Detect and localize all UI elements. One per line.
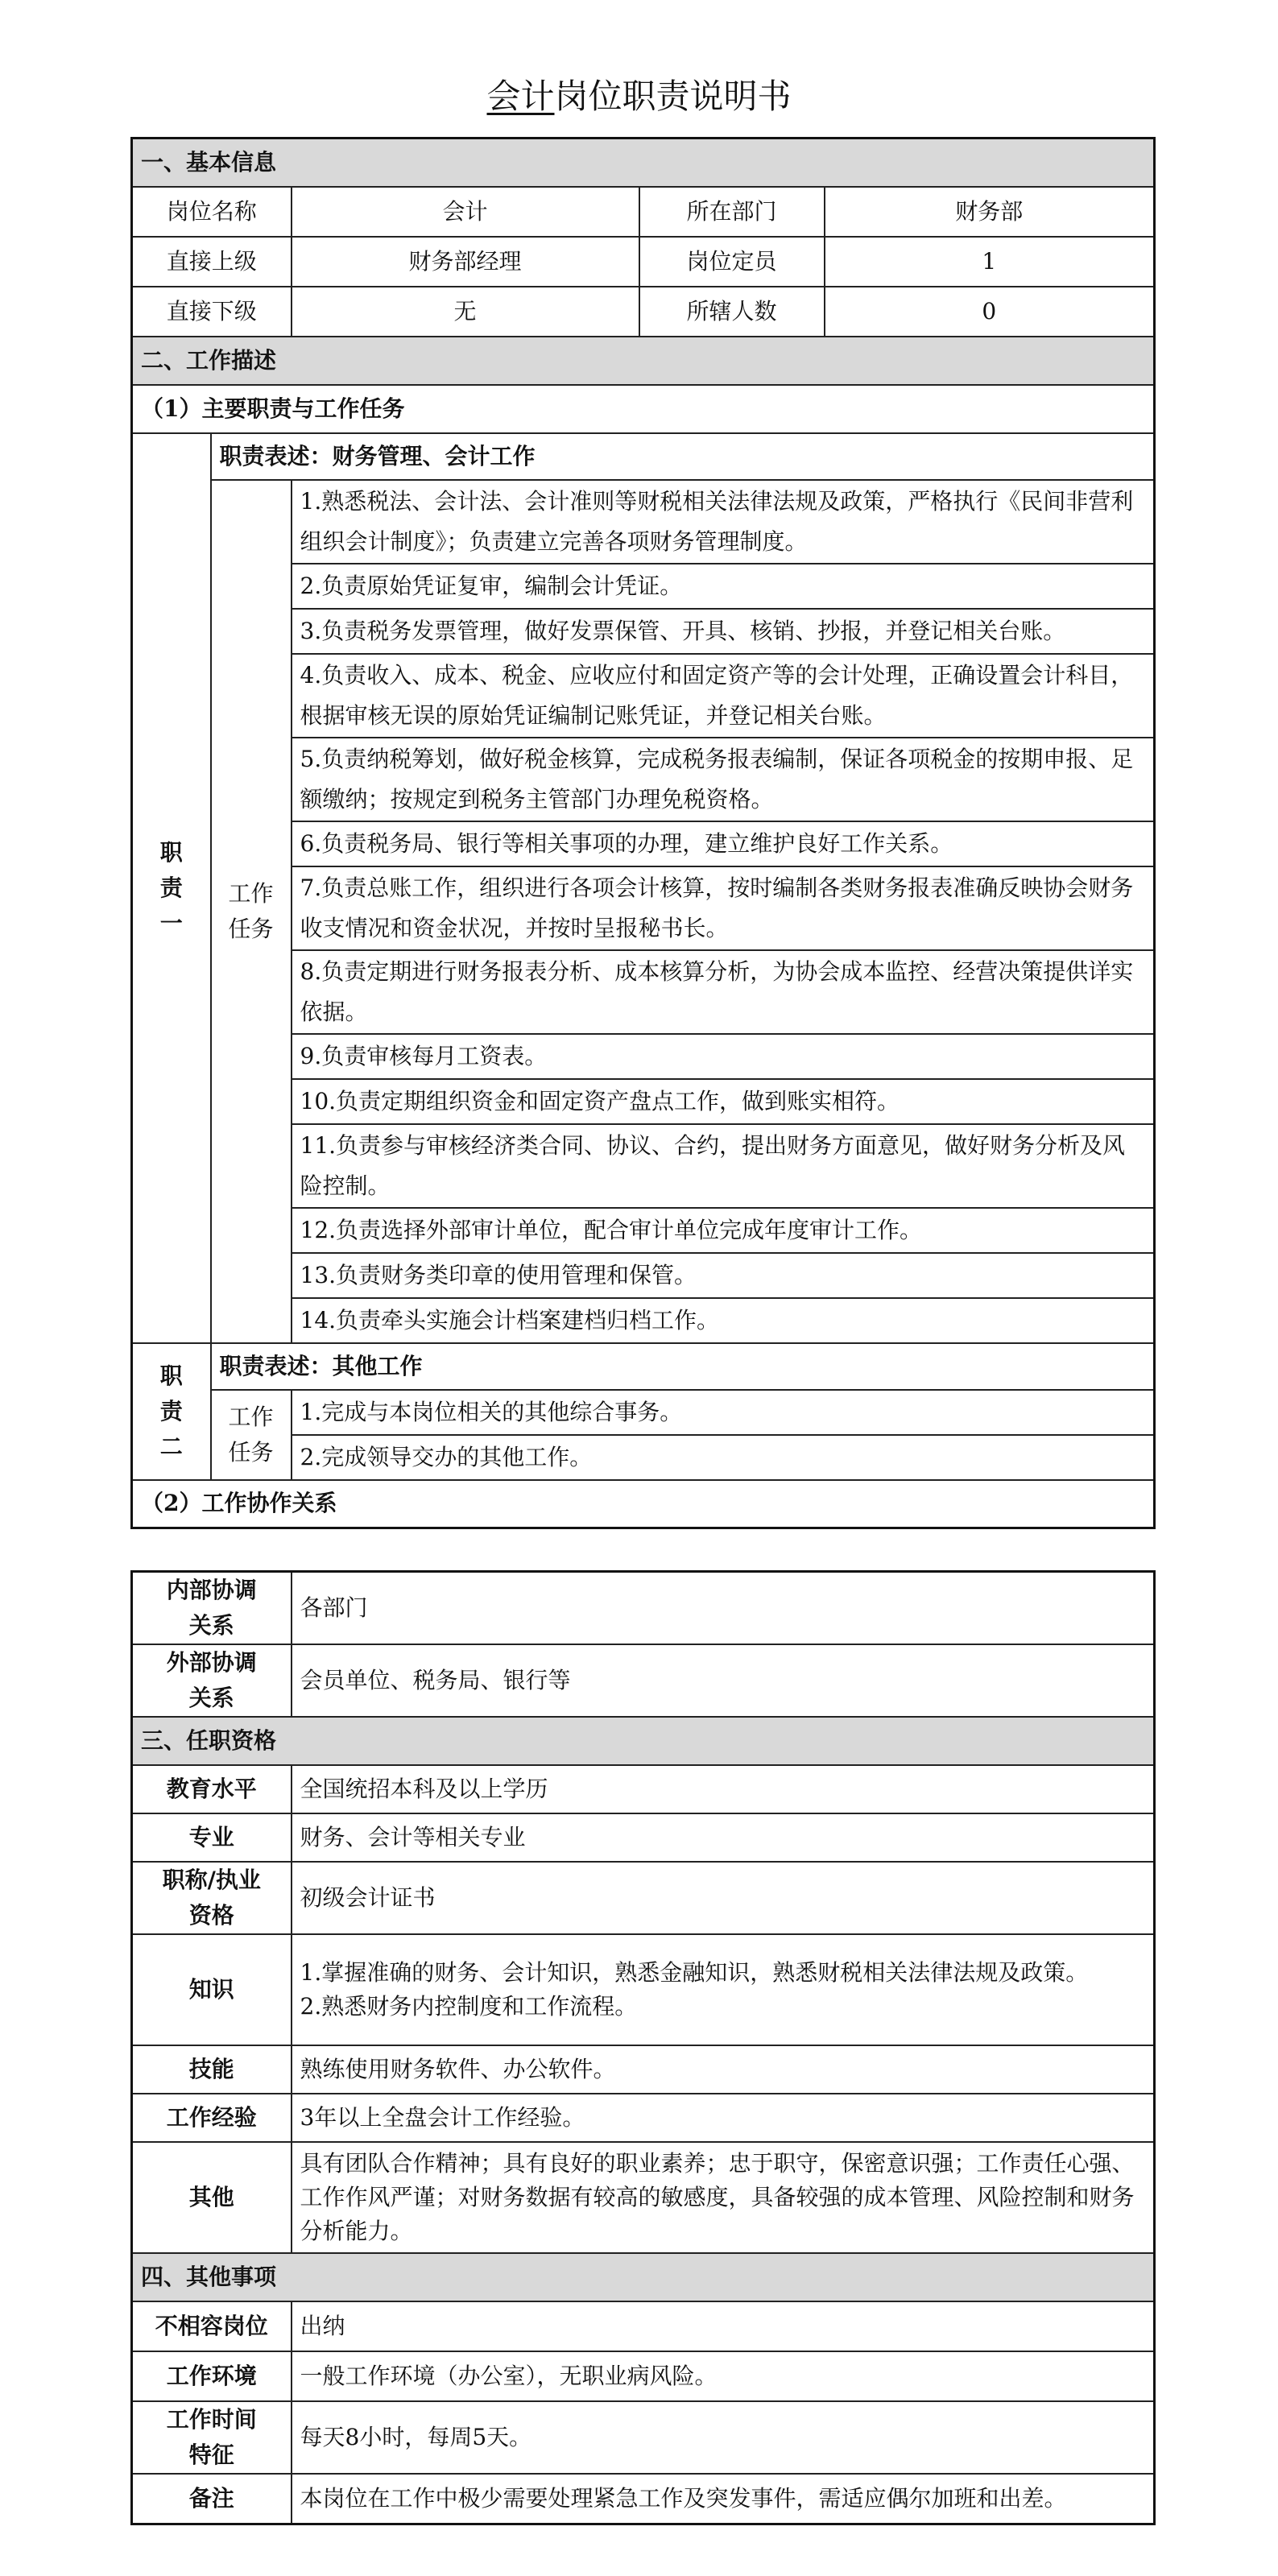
subsection-main-duties: （1）主要职责与工作任务 bbox=[132, 385, 1155, 433]
value-direct-superior: 财务部经理 bbox=[292, 237, 639, 287]
duty2-task-label bbox=[211, 1390, 292, 1480]
document-title bbox=[0, 74, 1278, 119]
value-remarks: 本岗位在工作中极少需要处理紧急工作及突发事件，需适应偶尔加班和出差。 bbox=[292, 2474, 1155, 2524]
qualifications-table bbox=[130, 1570, 1156, 2525]
label-position-name: 岗位名称 bbox=[132, 187, 292, 237]
value-experience: 3年以上全盘会计工作经验。 bbox=[292, 2094, 1155, 2142]
duty2-description: 职责表述：其他工作 bbox=[211, 1343, 1155, 1390]
duty1-task-item: 6.负责税务局、银行等相关事项的办理，建立维护良好工作关系。 bbox=[292, 821, 1155, 866]
value-work-environment: 一般工作环境（办公室），无职业病风险。 bbox=[292, 2351, 1155, 2401]
label-direct-subordinate: 直接下级 bbox=[132, 287, 292, 337]
duty1-task-item: 7.负责总账工作，组织进行各项会计核算，按时编制各类财务报表准确反映协会财务收支情况和资金状况，并按时呈报秘书长。 bbox=[292, 866, 1155, 950]
main-table bbox=[130, 137, 1156, 1529]
label-work-hours bbox=[132, 2401, 292, 2474]
duty1-task-item: 11.负责参与审核经济类合同、协议、合约，提出财务方面意见，做好财务分析及风险控制。 bbox=[292, 1124, 1155, 1208]
duty1-task-item: 2.负责原始凭证复审，编制会计凭证。 bbox=[292, 564, 1155, 609]
section-work-description: 二、工作描述 bbox=[132, 337, 1155, 385]
label-headcount: 岗位定员 bbox=[639, 237, 825, 287]
label-education: 教育水平 bbox=[132, 1765, 292, 1813]
value-incompatible-position: 出纳 bbox=[292, 2301, 1155, 2351]
label-experience: 工作经验 bbox=[132, 2094, 292, 2142]
section-basic-info: 一、基本信息 bbox=[132, 139, 1155, 187]
duty1-task-item: 13.负责财务类印章的使用管理和保管。 bbox=[292, 1253, 1155, 1298]
label-certification bbox=[132, 1862, 292, 1934]
duty1-task-item: 1.熟悉税法、会计法、会计准则等财税相关法律法规及政策，严格执行《民间非营利组织会计制度》；负责建立完善各项财务管理制度。 bbox=[292, 480, 1155, 564]
external-coordination-text: 外部协调关系 bbox=[166, 1649, 257, 1711]
value-internal-coordination: 各部门 bbox=[292, 1572, 1155, 1645]
knowledge-item: 1.掌握准确的财务、会计知识，熟悉金融知识，熟悉财税相关法律法规及政策。 bbox=[300, 1959, 1089, 1986]
label-remarks: 备注 bbox=[132, 2474, 292, 2524]
value-headcount: 1 bbox=[825, 237, 1155, 287]
value-skills: 熟练使用财务软件、办公软件。 bbox=[292, 2045, 1155, 2094]
knowledge-item: 2.熟悉财务内控制度和工作流程。 bbox=[300, 1993, 638, 2020]
duty1-task-item: 4.负责收入、成本、税金、应收应付和固定资产等的会计处理，正确设置会计科目，根据审核无误的原始凭证编制记账凭证，并登记相关台账。 bbox=[292, 654, 1155, 738]
duty1-task-item: 10.负责定期组织资金和固定资产盘点工作，做到账实相符。 bbox=[292, 1079, 1155, 1124]
label-skills: 技能 bbox=[132, 2045, 292, 2094]
duty1-task-label bbox=[211, 480, 292, 1343]
label-other-qualifications: 其他 bbox=[132, 2142, 292, 2253]
label-knowledge: 知识 bbox=[132, 1934, 292, 2045]
title-rest: 岗位职责说明书 bbox=[554, 76, 792, 116]
value-other-qualifications: 具有团队合作精神；具有良好的职业素养；忠于职守，保密意识强；工作责任心强、工作作风严谨；对财务数据有较高的敏感度，具备较强的成本管理、风险控制和财务分析能力。 bbox=[292, 2142, 1155, 2253]
duty2-label-text: 职责二 bbox=[159, 1362, 183, 1460]
value-position-name: 会计 bbox=[292, 187, 639, 237]
label-major: 专业 bbox=[132, 1813, 292, 1862]
value-major: 财务、会计等相关专业 bbox=[292, 1813, 1155, 1862]
duty1-task-item: 5.负责纳税筹划，做好税金核算，完成税务报表编制，保证各项税金的按期申报、足额缴纳；按规定到税务主管部门办理免税资格。 bbox=[292, 738, 1155, 821]
title-underlined: 会计 bbox=[486, 76, 555, 116]
duty1-label bbox=[132, 433, 211, 1343]
subsection-collaboration: （2）工作协作关系 bbox=[132, 1480, 1155, 1528]
label-staff-count: 所辖人数 bbox=[639, 287, 825, 337]
value-certification: 初级会计证书 bbox=[292, 1862, 1155, 1934]
duty1-task-label-text: 工作任务 bbox=[228, 879, 274, 942]
duty1-description: 职责表述：财务管理、会计工作 bbox=[211, 433, 1155, 480]
label-internal-coordination bbox=[132, 1572, 292, 1645]
value-department: 财务部 bbox=[825, 187, 1155, 237]
duty2-task-item: 2.完成领导交办的其他工作。 bbox=[292, 1435, 1155, 1480]
work-hours-text: 工作时间特征 bbox=[166, 2406, 257, 2468]
value-external-coordination: 会员单位、税务局、银行等 bbox=[292, 1644, 1155, 1717]
label-work-environment: 工作环境 bbox=[132, 2351, 292, 2401]
label-direct-superior: 直接上级 bbox=[132, 237, 292, 287]
duty1-task-item: 8.负责定期进行财务报表分析、成本核算分析，为协会成本监控、经营决策提供详实依据。 bbox=[292, 950, 1155, 1034]
label-incompatible-position: 不相容岗位 bbox=[132, 2301, 292, 2351]
section-qualifications: 三、任职资格 bbox=[132, 1717, 1155, 1765]
duty2-task-label-text: 工作任务 bbox=[228, 1403, 274, 1466]
label-department: 所在部门 bbox=[639, 187, 825, 237]
value-staff-count: 0 bbox=[825, 287, 1155, 337]
label-external-coordination bbox=[132, 1644, 292, 1717]
duty1-task-item: 3.负责税务发票管理，做好发票保管、开具、核销、抄报，并登记相关台账。 bbox=[292, 609, 1155, 654]
duty1-task-item: 12.负责选择外部审计单位，配合审计单位完成年度审计工作。 bbox=[292, 1208, 1155, 1253]
certification-text: 职称/执业资格 bbox=[162, 1867, 261, 1929]
section-other-matters: 四、其他事项 bbox=[132, 2253, 1155, 2301]
value-direct-subordinate: 无 bbox=[292, 287, 639, 337]
duty1-task-item: 9.负责审核每月工资表。 bbox=[292, 1034, 1155, 1079]
duty2-task-item: 1.完成与本岗位相关的其他综合事务。 bbox=[292, 1390, 1155, 1435]
internal-coordination-text: 内部协调关系 bbox=[166, 1577, 257, 1639]
duty1-task-item: 14.负责牵头实施会计档案建档归档工作。 bbox=[292, 1298, 1155, 1343]
value-education: 全国统招本科及以上学历 bbox=[292, 1765, 1155, 1813]
duty1-label-text: 职责一 bbox=[159, 838, 183, 937]
value-knowledge bbox=[292, 1934, 1155, 2045]
duty2-label bbox=[132, 1343, 211, 1480]
value-work-hours: 每天8小时，每周5天。 bbox=[292, 2401, 1155, 2474]
